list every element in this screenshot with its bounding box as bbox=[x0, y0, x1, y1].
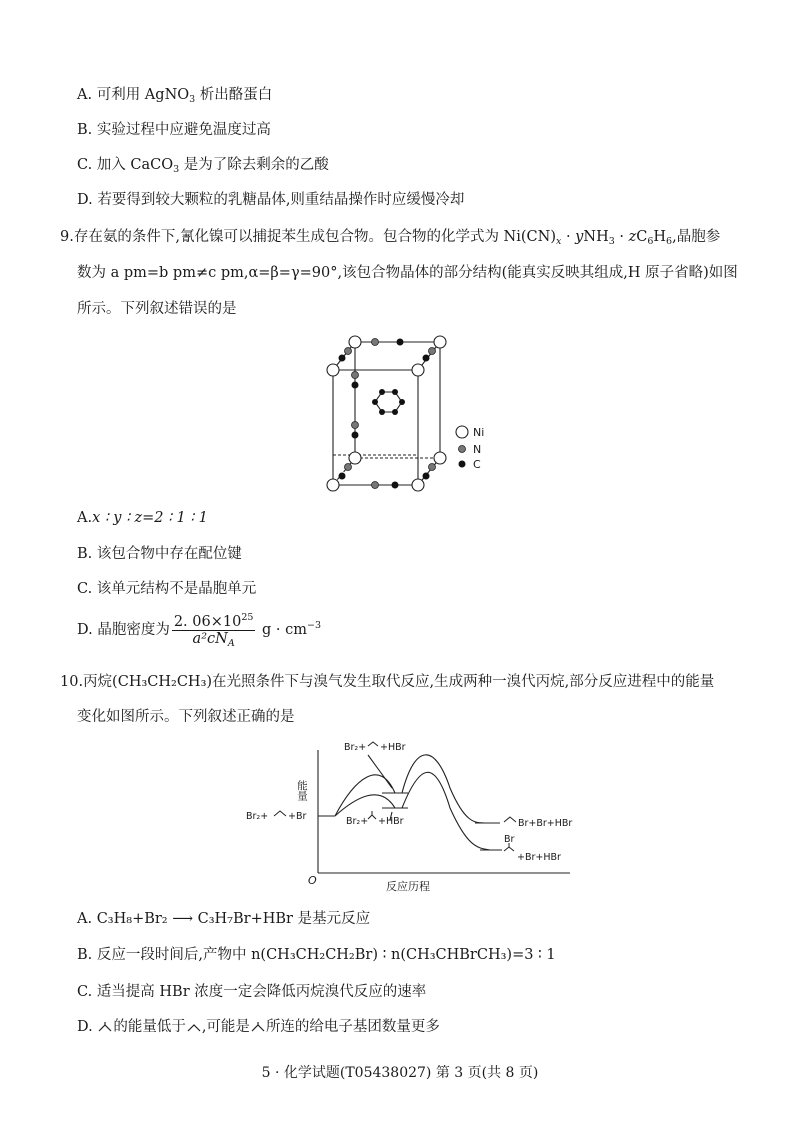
reactant-label: Br₂+ bbox=[246, 811, 269, 822]
q8-option-b: B. 实验过程中应避免温度过高 bbox=[77, 122, 271, 138]
legend-c-label: C bbox=[473, 458, 481, 471]
q8-option-a: A. 可利用 AgNO$_3$ 析出酪蛋白 bbox=[77, 87, 273, 105]
q9-stem-line2: 数为 a pm=b pm≠c pm,α=β=γ=90°,该包合物晶体的部分结构(能真实反映其组成,H 原子省略)如图 bbox=[77, 265, 738, 281]
q10-option-d: D. 的能量低于 ,可能是 所连的给电子基团数量更多 bbox=[77, 1019, 440, 1035]
propyl-radical-icon bbox=[186, 1021, 202, 1033]
q10-option-b: B. 反应一段时间后,产物中 n(CH₃CH₂CH₂Br) ∶ n(CH₃CHBrCH₃)=3 ∶ 1 bbox=[77, 947, 556, 963]
int-top-label: Br₂+ bbox=[344, 742, 367, 753]
q8-option-d: D. 若要得到较大颗粒的乳糖晶体,则重结晶操作时应缓慢冷却 bbox=[77, 192, 465, 208]
q9-option-c: C. 该单元结构不是晶胞单元 bbox=[77, 581, 257, 597]
q9-stem-line1: 9.存在氨的条件下,氰化镍可以捕捉苯生成包合物。包合物的化学式为 $Ni(CN)_x \cdot yNH_3 \cdot zC_6H_6$,晶胞参 bbox=[60, 229, 721, 247]
isopropyl-radical-icon-2 bbox=[250, 1021, 266, 1033]
q10-option-a: A. C₃H₈+Br₂ ⟶ C₃H₇Br+HBr 是基元反应 bbox=[77, 911, 371, 927]
int-bottom-label: Br₂+ bbox=[346, 816, 369, 827]
q9-stem-line3: 所示。下列叙述错误的是 bbox=[77, 301, 237, 317]
int-bottom-label-post: +HBr bbox=[378, 816, 404, 827]
q9-option-d: D. 晶胞密度为 $\frac{2. 06\times 10^{25}}{a^2cN_A}$ $g \cdot cm^{-3}$ bbox=[77, 611, 322, 649]
isopropyl-radical-icon bbox=[97, 1021, 113, 1033]
y-axis-label: 能量 bbox=[296, 780, 308, 801]
x-axis-label: 反应历程 bbox=[386, 880, 430, 893]
page-footer: 5 · 化学试题(T05438027) 第 3 页(共 8 页) bbox=[261, 1065, 539, 1081]
reactant-label-post: +Br bbox=[288, 811, 307, 822]
crystal-structure-figure bbox=[320, 330, 500, 500]
legend-ni-label: Ni bbox=[473, 426, 485, 439]
legend-ni-marker bbox=[456, 426, 468, 438]
prod-bottom-label: +Br+HBr bbox=[517, 852, 561, 863]
q10-stem-line1: 10.丙烷(CH₃CH₂CH₃)在光照条件下与溴气发生取代反应,生成两种一溴代丙烷,部分反应进程中的能量 bbox=[60, 674, 715, 690]
prod-bottom-br: Br bbox=[504, 834, 515, 845]
q8-option-c: C. 加入 CaCO$_3$ 是为了除去剩余的乙酸 bbox=[77, 157, 329, 175]
legend-c-marker bbox=[459, 461, 466, 468]
legend-n-label: N bbox=[473, 443, 482, 456]
origin-label: O bbox=[308, 874, 317, 887]
prod-top-label: Br+Br+HBr bbox=[518, 818, 573, 829]
legend-n-marker bbox=[459, 446, 466, 453]
int-top-label-post: +HBr bbox=[380, 742, 406, 753]
q9-option-a: A.x ∶ y ∶ z=2 ∶ 1 ∶ 1 bbox=[77, 510, 208, 526]
density-fraction: $\frac{2. 06\times 10^{25}}{a^2cN_A}$ bbox=[173, 611, 254, 649]
q10-stem-line2: 变化如图所示。下列叙述正确的是 bbox=[77, 709, 295, 725]
energy-diagram bbox=[240, 738, 580, 898]
q9-option-b: B. 该包合物中存在配位键 bbox=[77, 546, 242, 562]
q10-option-c: C. 适当提高 HBr 浓度一定会降低丙烷溴代反应的速率 bbox=[77, 984, 427, 1000]
